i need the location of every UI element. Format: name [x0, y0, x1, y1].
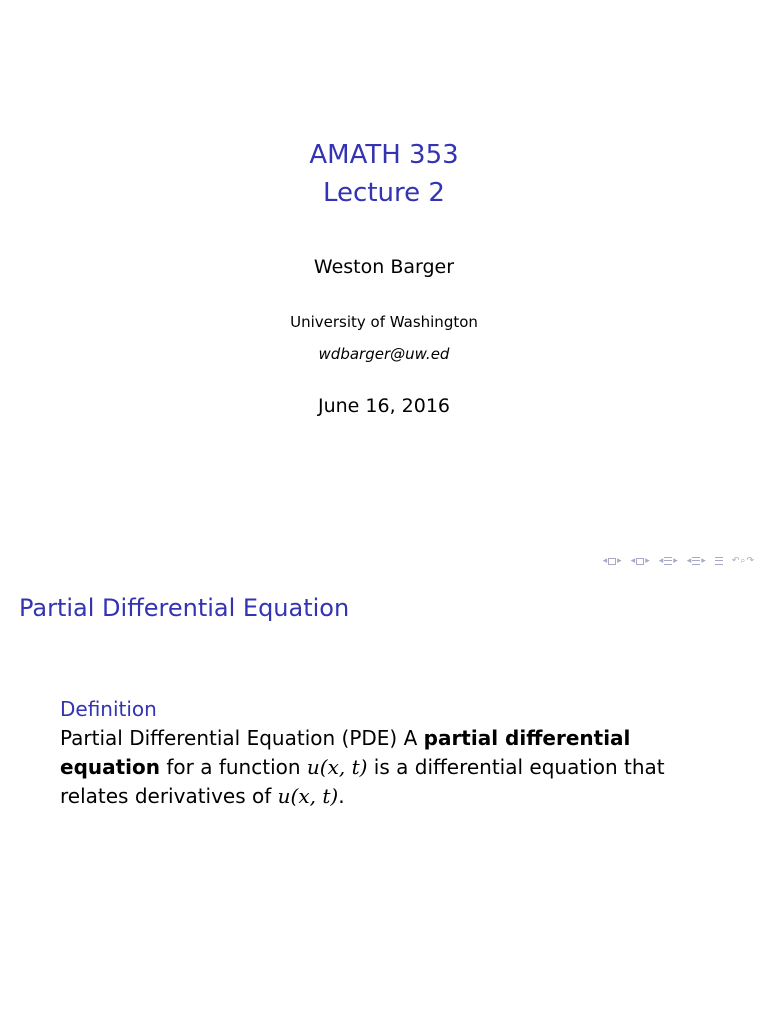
nav-right-arrow-icon[interactable]: ▸ — [617, 556, 622, 566]
nav-left-arrow-icon[interactable]: ◂ — [686, 556, 692, 566]
nav-section-icon[interactable] — [692, 557, 700, 565]
section-nav — [687, 556, 706, 566]
definition-text-part: . — [338, 784, 345, 808]
institute: University of Washington — [290, 313, 478, 331]
nav-frame-stack-icon[interactable] — [636, 558, 644, 565]
nav-undo-icon[interactable]: ↶ — [731, 556, 740, 566]
definition-term: partial differential equation — [60, 726, 631, 779]
title-line-lecture: Lecture 2 — [323, 178, 445, 208]
math-expression: u(x, t) — [306, 755, 368, 779]
nav-left-arrow-icon[interactable]: ◂ — [602, 556, 608, 566]
nav-slide-box-icon[interactable] — [608, 558, 616, 565]
definition-block — [60, 694, 680, 811]
definition-slide — [0, 576, 768, 1024]
block-title: Definition — [60, 697, 157, 721]
search-nav — [732, 556, 754, 566]
definition-text-part: is a differential equation that relates derivatives of — [60, 755, 665, 808]
definition-text-part: Partial Differential Equation (PDE) A — [60, 726, 424, 750]
math-expression: u(x, t) — [277, 784, 339, 808]
subsection-nav — [659, 556, 678, 566]
nav-redo-icon[interactable]: ↷ — [746, 556, 754, 566]
align-nav — [715, 557, 723, 565]
nav-right-arrow-icon[interactable]: ▸ — [673, 556, 678, 566]
email: wdbarger@uw.ed — [318, 345, 450, 363]
definition-text-part: for a function — [160, 755, 307, 779]
nav-subsection-icon[interactable] — [664, 557, 672, 565]
author: Weston Barger — [313, 256, 455, 278]
frame-nav — [631, 556, 650, 566]
nav-search-icon[interactable]: ⌕ — [740, 556, 746, 566]
slide-nav — [603, 556, 622, 566]
nav-left-arrow-icon[interactable]: ◂ — [630, 556, 636, 566]
nav-right-arrow-icon[interactable]: ▸ — [701, 556, 706, 566]
title — [0, 136, 768, 212]
nav-align-icon[interactable] — [715, 557, 723, 565]
nav-left-arrow-icon[interactable]: ◂ — [658, 556, 664, 566]
definition-text — [60, 724, 670, 811]
nav-right-arrow-icon[interactable]: ▸ — [645, 556, 650, 566]
frame-title: Partial Differential Equation — [19, 594, 350, 622]
navigation-bar — [603, 556, 760, 566]
date: June 16, 2016 — [317, 395, 451, 417]
title-line-course: AMATH 353 — [309, 140, 459, 170]
